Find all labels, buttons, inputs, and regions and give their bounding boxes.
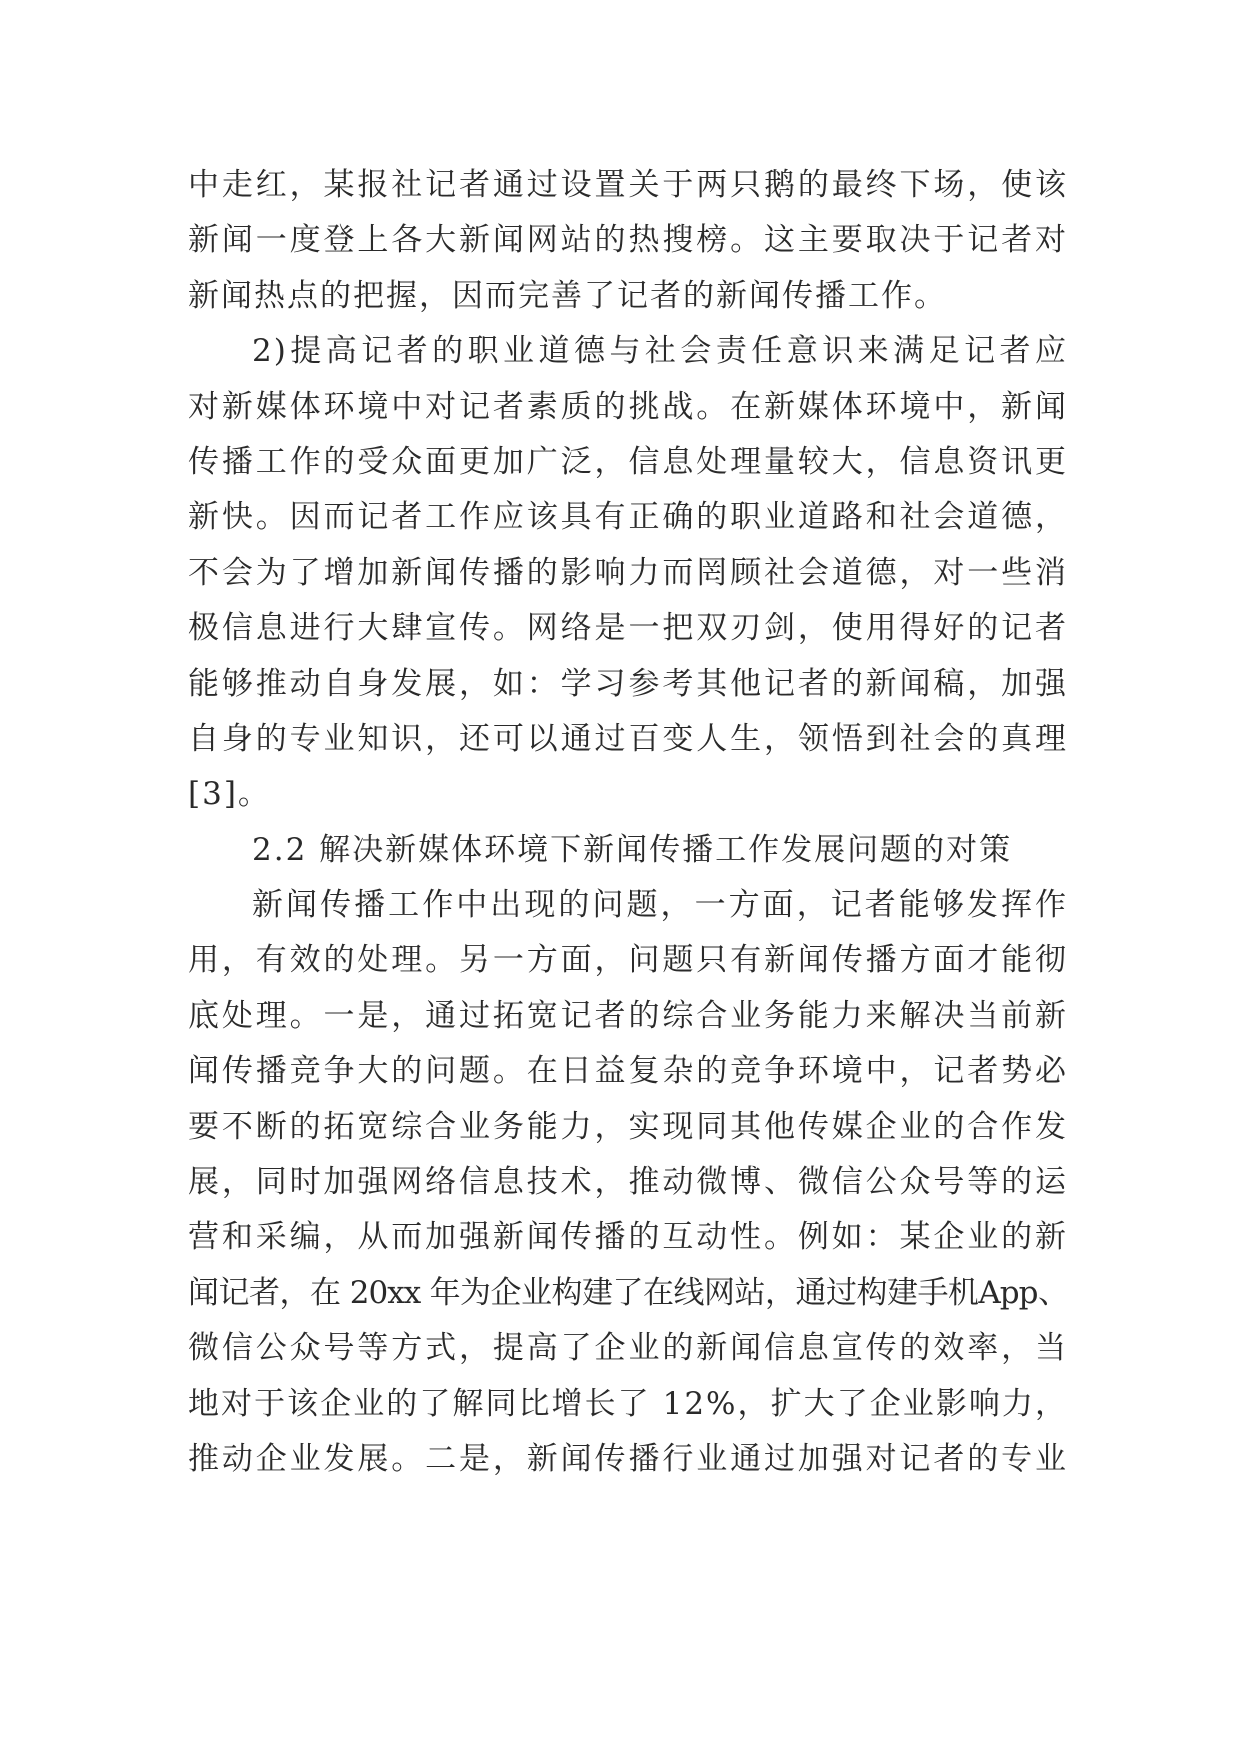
text-line: 极信息进行大肆宣传。网络是一把双刃剑，使用得好的记者: [188, 610, 1068, 647]
text-line: 要不断的拓宽综合业务能力，实现同其他传媒企业的合作发: [188, 1108, 1068, 1145]
paragraph-first-line: 新闻传播工作中出现的问题，一方面，记者能够发挥作: [252, 887, 1068, 924]
citation-line: [3]。: [188, 776, 271, 813]
text-line: 闻记者，在 20xx 年为企业构建了在线网站，通过构建手机App、: [188, 1274, 1068, 1311]
text-line: 新闻一度登上各大新闻网站的热搜榜。这主要取决于记者对: [188, 222, 1068, 259]
section-heading: 2.2 解决新媒体环境下新闻传播工作发展问题的对策: [252, 831, 1013, 868]
text-line: 传播工作的受众面更加广泛，信息处理量较大，信息资讯更: [188, 443, 1068, 480]
text-line: 自身的专业知识，还可以通过百变人生，领悟到社会的真理: [188, 720, 1068, 757]
text-line: 中走红，某报社记者通过设置关于两只鹅的最终下场，使该: [188, 167, 1068, 203]
text-line: 新快。因而记者工作应该具有正确的职业道路和社会道德，: [188, 499, 1068, 536]
text-line: 营和采编，从而加强新闻传播的互动性。例如：某企业的新: [188, 1219, 1068, 1256]
body-text: [188, 158, 1068, 1487]
paragraph-first-line: 2)提高记者的职业道德与社会责任意识来满足记者应: [252, 333, 1068, 370]
text-line: 不会为了增加新闻传播的影响力而罔顾社会道德，对一些消: [188, 554, 1068, 591]
text-line: 地对于该企业的了解同比增长了 12%，扩大了企业影响力，: [188, 1385, 1068, 1422]
text-line: 展，同时加强网络信息技术，推动微博、微信公众号等的运: [188, 1164, 1068, 1201]
text-line: 能够推动自身发展，如：学习参考其他记者的新闻稿，加强: [188, 665, 1068, 702]
text-line: 对新媒体环境中对记者素质的挑战。在新媒体环境中，新闻: [188, 388, 1068, 425]
text-line: 微信公众号等方式，提高了企业的新闻信息宣传的效率，当: [188, 1330, 1068, 1367]
text-line: 推动企业发展。二是，新闻传播行业通过加强对记者的专业: [188, 1440, 1068, 1477]
text-line: 用，有效的处理。另一方面，问题只有新闻传播方面才能彻: [188, 942, 1068, 979]
text-line: 底处理。一是，通过拓宽记者的综合业务能力来解决当前新: [188, 997, 1068, 1034]
text-line: 闻传播竞争大的问题。在日益复杂的竞争环境中，记者势必: [188, 1053, 1068, 1090]
text-line: 新闻热点的把握，因而完善了记者的新闻传播工作。: [188, 277, 947, 314]
